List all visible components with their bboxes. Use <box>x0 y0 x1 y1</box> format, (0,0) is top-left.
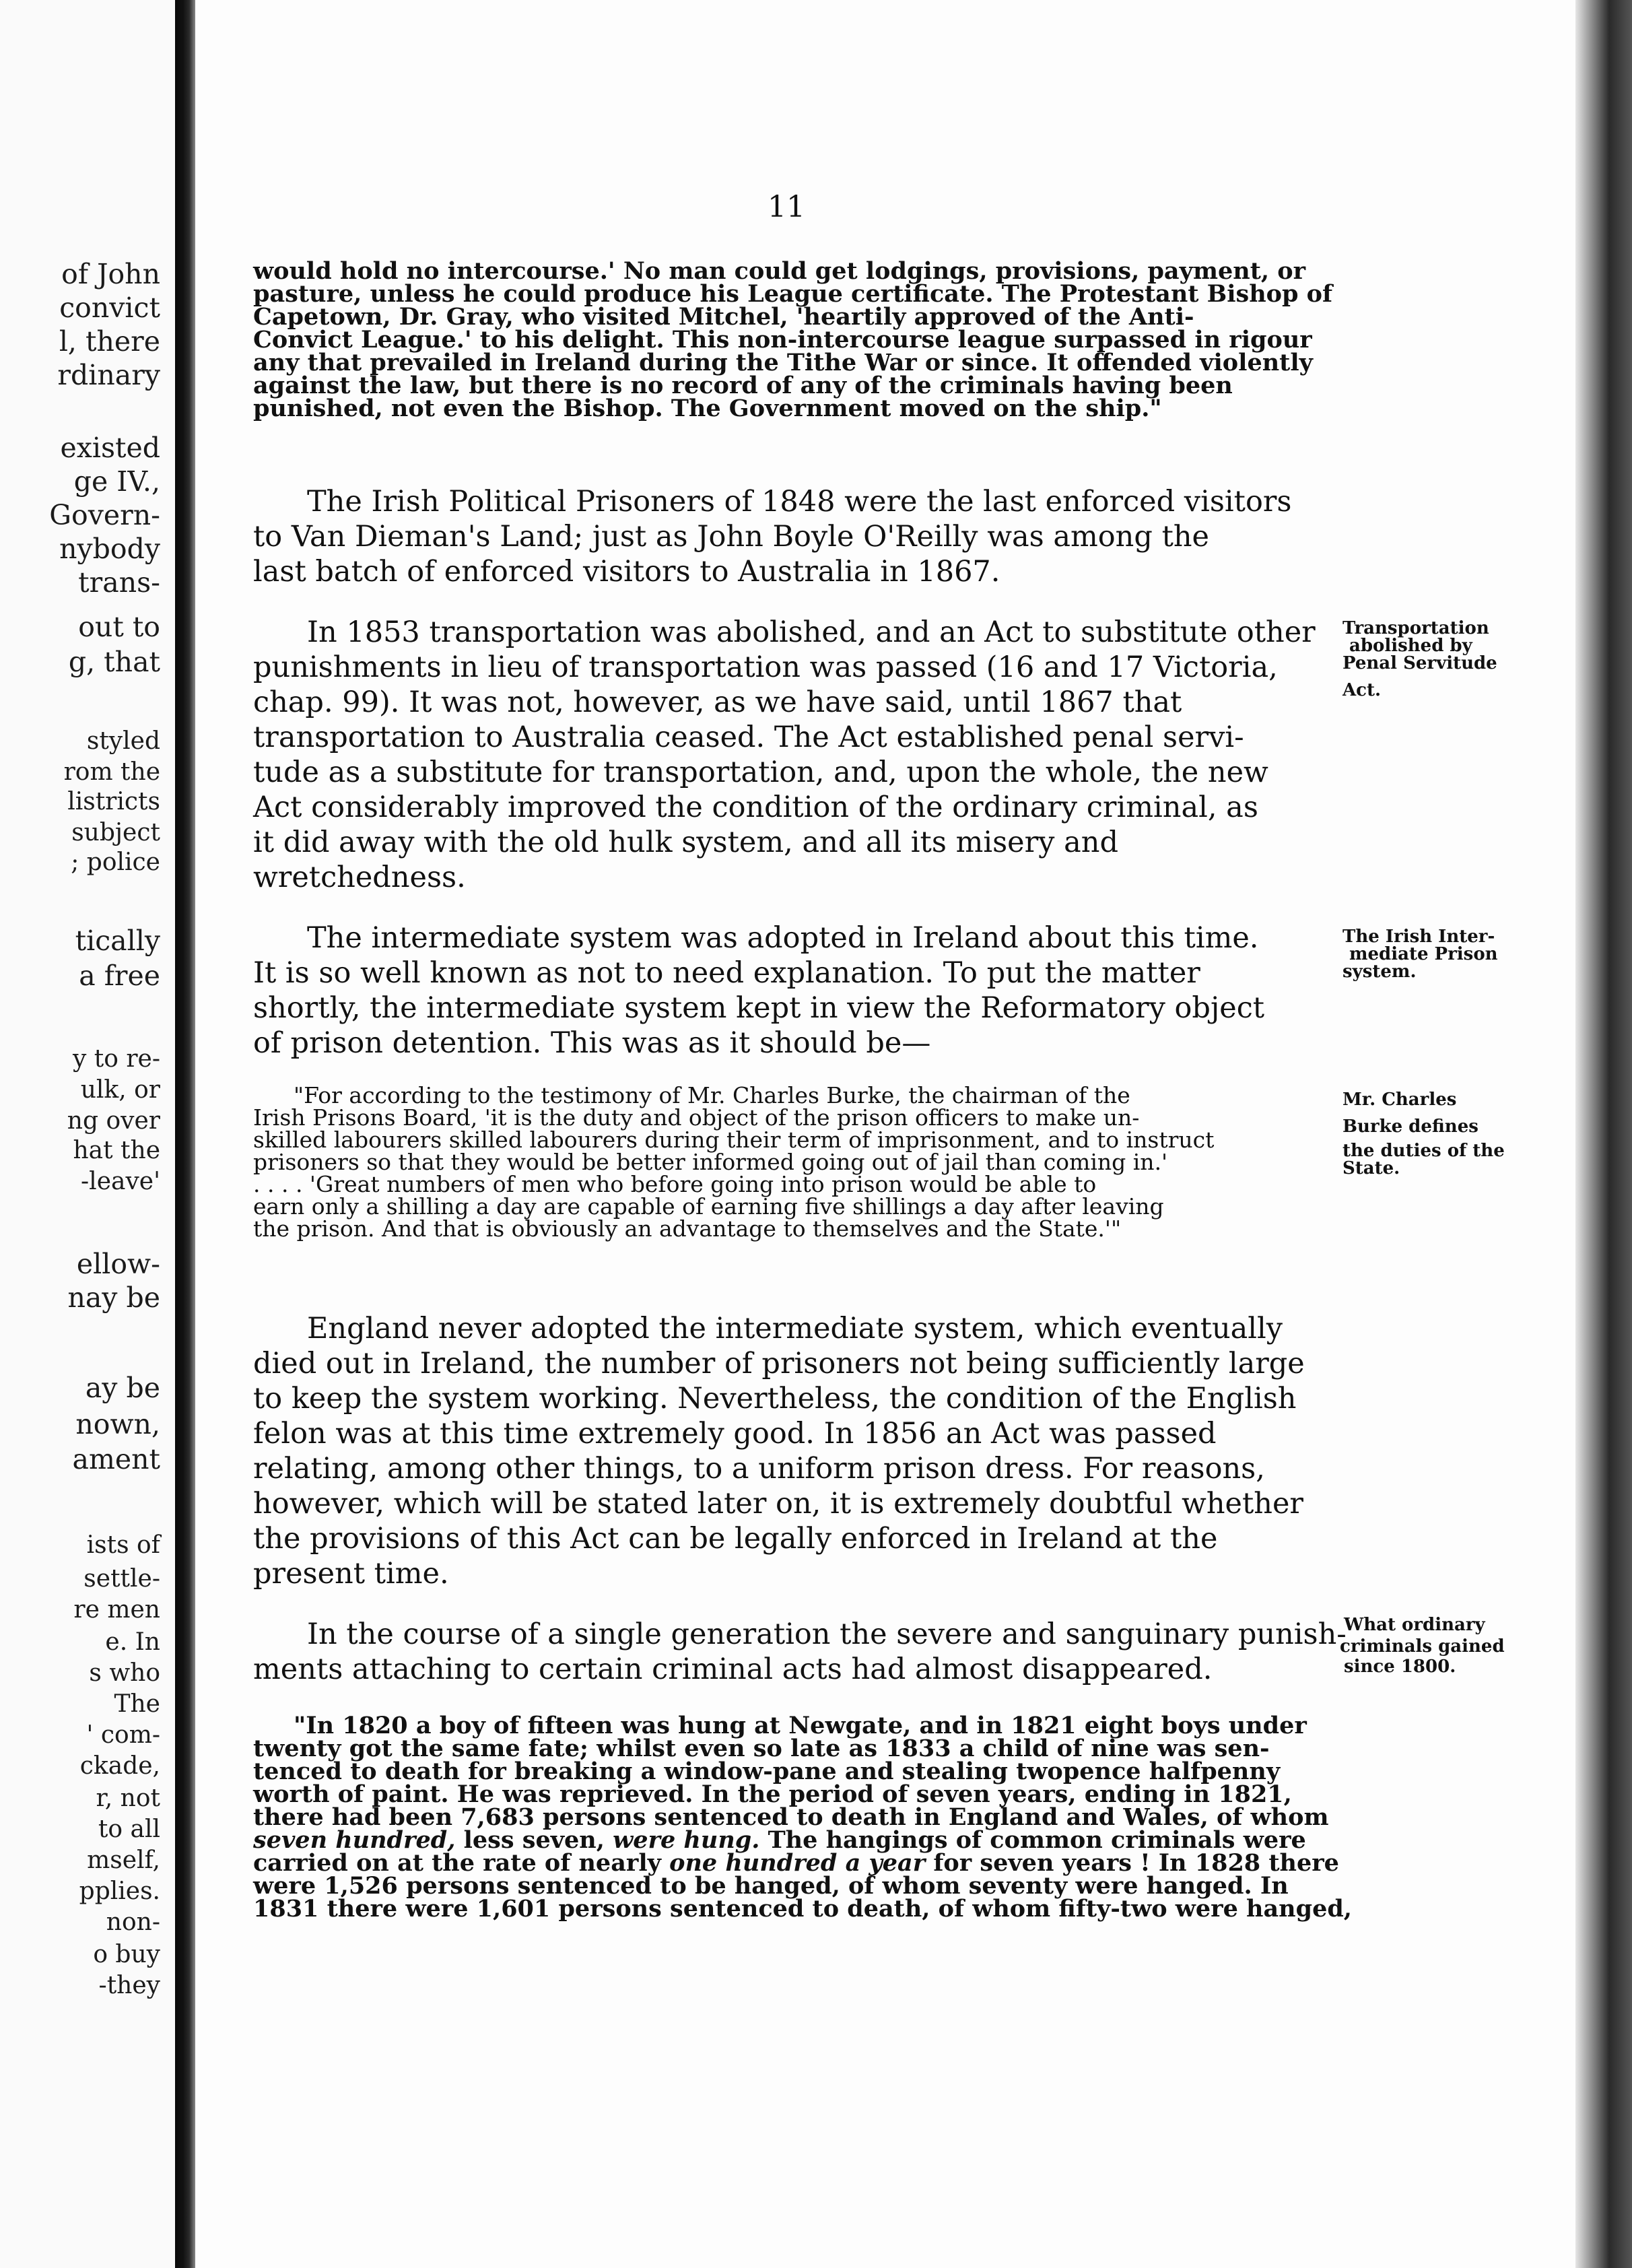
facing-line: re men <box>73 1596 160 1624</box>
facing-line: nown, <box>75 1408 160 1440</box>
facing-line: settle- <box>83 1565 160 1593</box>
book-edge <box>1575 0 1632 2268</box>
facing-line: ' com- <box>86 1721 160 1749</box>
margin-line: Penal Servitude <box>1342 653 1497 673</box>
quote-line: . . . . 'Great numbers of men who before going into prison would be able to <box>253 1171 1097 1197</box>
quote-line: there had been 7,683 persons sentenced to death in England and Wales, of whom <box>253 1803 1329 1831</box>
body-line: The Irish Political Prisoners of 1848 were the last enforced visitors <box>307 485 1292 519</box>
facing-line: trans- <box>78 566 160 599</box>
facing-line: rdinary <box>57 359 160 391</box>
emphasis: one hundred a year <box>669 1849 926 1877</box>
facing-line: ists of <box>86 1531 160 1559</box>
body-line: however, which will be stated later on, it is extremely doubtful whether <box>253 1487 1303 1521</box>
body-line: felon was at this time extremely good. In 1856 an Act was passed <box>253 1417 1217 1450</box>
quote-line <box>253 1849 1339 1877</box>
facing-line: ng over <box>67 1107 160 1135</box>
quote-line: "In 1820 a boy of fifteen was hung at Newgate, and in 1821 eight boys under <box>294 1712 1307 1739</box>
facing-line: ament <box>72 1443 160 1475</box>
body-line: transportation to Australia ceased. The Act established penal servi- <box>253 721 1244 754</box>
body-line: to keep the system working. Nevertheless, the condition of the English <box>253 1382 1297 1415</box>
quote-line: Capetown, Dr. Gray, who visited Mitchel, 'heartily approved of the Anti- <box>253 303 1194 331</box>
facing-line: -leave' <box>81 1168 160 1195</box>
quote-line: prisoners so that they would be better informed going out of jail than coming in.' <box>253 1149 1168 1175</box>
emphasis: seven hundred, <box>253 1826 456 1854</box>
facing-line: -they <box>98 1972 160 1999</box>
facing-line: e. In <box>105 1628 160 1656</box>
body-line: The intermediate system was adopted in Ireland about this time. <box>307 921 1259 955</box>
facing-line: of John <box>61 258 160 290</box>
quote-text: for seven years ! In 1828 there <box>925 1849 1339 1877</box>
body-line: ments attaching to certain criminal acts had almost disappeared. <box>253 1653 1213 1686</box>
facing-line: nybody <box>59 533 160 565</box>
quote-line: skilled labourers skilled labourers during their term of imprisonment, and to instruct <box>253 1127 1215 1153</box>
quote-line: "For according to the testimony of Mr. Charles Burke, the chairman of the <box>294 1082 1130 1108</box>
facing-line: rom the <box>63 758 160 786</box>
facing-line: ckade, <box>79 1752 160 1780</box>
quote-line: 1831 there were 1,601 persons sentenced to death, of whom fifty-two were hanged, <box>253 1895 1352 1923</box>
margin-line: the duties of the <box>1342 1141 1505 1161</box>
facing-line: g, that <box>68 646 160 678</box>
margin-line: system. <box>1342 962 1417 982</box>
body-line: Act considerably improved the condition of the ordinary criminal, as <box>253 791 1258 824</box>
quote-line: Irish Prisons Board, 'it is the duty and object of the prison officers to make un- <box>253 1104 1140 1131</box>
facing-line: listricts <box>67 788 160 815</box>
quote-text: less seven, <box>455 1826 613 1854</box>
body-line: wretchedness. <box>253 861 466 894</box>
body-line: England never adopted the intermediate system, which eventually <box>307 1312 1283 1345</box>
facing-line: existed <box>60 432 160 464</box>
book-gutter <box>175 0 195 2268</box>
facing-line: nay be <box>67 1281 160 1314</box>
margin-line: The Irish Inter- <box>1342 927 1495 947</box>
facing-line: ge IV., <box>73 465 160 498</box>
facing-line: Govern- <box>49 499 160 531</box>
facing-line: o buy <box>93 1941 160 1968</box>
margin-line: Act. <box>1342 680 1382 700</box>
facing-line: a free <box>79 960 160 992</box>
facing-line: ellow- <box>76 1248 160 1280</box>
quote-line: the prison. And that is obviously an advantage to themselves and the State.'" <box>253 1215 1122 1242</box>
margin-line: since 1800. <box>1344 1657 1456 1677</box>
facing-line: l, there <box>59 325 160 358</box>
body-line: died out in Ireland, the number of prisoners not being sufficiently large <box>253 1347 1305 1380</box>
body-line: punishments in lieu of transportation was passed (16 and 17 Victoria, <box>253 651 1278 684</box>
facing-line: out to <box>78 611 160 643</box>
facing-line: convict <box>59 292 160 324</box>
body-line: In the course of a single generation the severe and sanguinary punish- <box>307 1617 1347 1651</box>
margin-line: mediate Prison <box>1349 944 1498 964</box>
emphasis: were hung. <box>613 1826 760 1854</box>
body-line: present time. <box>253 1557 449 1591</box>
margin-line: What ordinary <box>1344 1615 1485 1635</box>
facing-line: ; police <box>71 848 160 876</box>
margin-line: Transportation <box>1342 618 1489 638</box>
facing-line: non- <box>106 1908 160 1936</box>
quote-text: carried on at the rate of nearly <box>253 1849 670 1877</box>
quote-line: any that prevailed in Ireland during the Tithe War or since. It offended violently <box>253 349 1313 376</box>
margin-line: abolished by <box>1349 636 1472 656</box>
quote-line: earn only a shilling a day are capable of earning five shillings a day after leaving <box>253 1193 1164 1220</box>
quote-line: twenty got the same fate; whilst even so late as 1833 a child of nine was sen- <box>253 1735 1270 1762</box>
facing-line: subject <box>71 819 160 846</box>
quote-line: pasture, unless he could produce his League certificate. The Protestant Bishop of <box>253 280 1333 308</box>
margin-line: State. <box>1342 1158 1400 1178</box>
quote-line: Convict League.' to his delight. This non-intercourse league surpassed in rigour <box>253 326 1312 354</box>
quote-text: The hangings of common criminals were <box>759 1826 1306 1854</box>
facing-line: to all <box>98 1815 160 1843</box>
quote-line: were 1,526 persons sentenced to be hanged, of whom seventy were hanged. In <box>253 1872 1289 1900</box>
body-line: In 1853 transportation was abolished, and an Act to substitute other <box>307 615 1316 649</box>
margin-line: criminals gained <box>1340 1636 1505 1657</box>
margin-line: Mr. Charles <box>1342 1090 1457 1110</box>
facing-line: mself, <box>87 1846 160 1874</box>
page-number: 11 <box>768 190 805 224</box>
quote-line: would hold no intercourse.' No man could get lodgings, provisions, payment, or <box>253 257 1306 285</box>
facing-line: pplies. <box>79 1877 160 1905</box>
body-line: relating, among other things, to a uniform prison dress. For reasons, <box>253 1452 1265 1486</box>
margin-line: Burke defines <box>1342 1116 1478 1137</box>
body-line: it did away with the old hulk system, and all its misery and <box>253 826 1118 859</box>
facing-page-fragment <box>0 0 176 2268</box>
body-line: It is so well known as not to need explanation. To put the matter <box>253 956 1200 990</box>
facing-line: ay be <box>85 1372 160 1404</box>
body-line: to Van Dieman's Land; just as John Boyle O'Reilly was among the <box>253 520 1209 554</box>
body-line: the provisions of this Act can be legally enforced in Ireland at the <box>253 1522 1218 1556</box>
quote-line: tenced to death for breaking a window-pane and stealing twopence halfpenny <box>253 1758 1281 1785</box>
facing-line: hat the <box>73 1137 160 1164</box>
body-line: shortly, the intermediate system kept in view the Reformatory object <box>253 991 1265 1025</box>
body-line: last batch of enforced visitors to Australia in 1867. <box>253 555 1000 589</box>
body-line: of prison detention. This was as it should be— <box>253 1026 931 1060</box>
quote-line: punished, not even the Bishop. The Government moved on the ship." <box>253 395 1162 422</box>
quote-line <box>253 1826 1306 1854</box>
quote-line: worth of paint. He was reprieved. In the period of seven years, ending in 1821, <box>253 1780 1292 1808</box>
facing-line: y to re- <box>72 1045 160 1073</box>
facing-line: r, not <box>96 1785 160 1812</box>
body-line: tude as a substitute for transportation, and, upon the whole, the new <box>253 756 1268 789</box>
facing-line: s who <box>89 1659 160 1687</box>
facing-line: tically <box>75 925 160 957</box>
quote-line: against the law, but there is no record of any of the criminals having been <box>253 372 1233 399</box>
facing-line: The <box>114 1690 160 1718</box>
body-line: chap. 99). It was not, however, as we have said, until 1867 that <box>253 686 1182 719</box>
facing-line: styled <box>86 727 160 755</box>
facing-line: ulk, or <box>80 1076 160 1104</box>
